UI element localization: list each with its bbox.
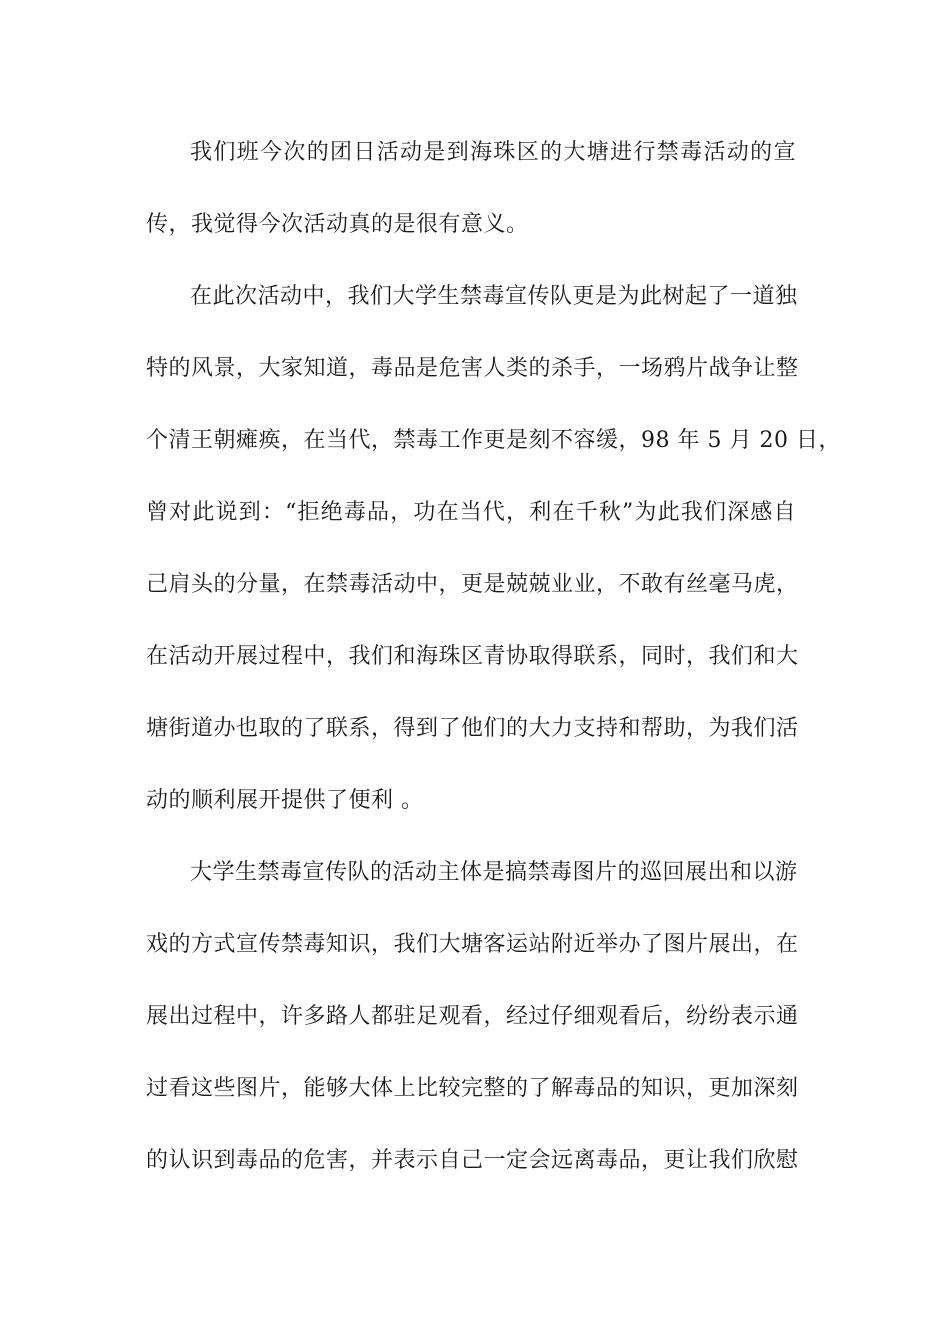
- paragraph-3-line-4: 过看这些图片，能够大体上比较完整的了解毒品的知识，更加深刻: [146, 1076, 799, 1101]
- paragraph-2-line-6: 在活动开展过程中，我们和海珠区青协取得联系，同时，我们和大: [146, 644, 799, 669]
- paragraph-3-line-2: 戏的方式宣传禁毒知识，我们大塘客运站附近举办了图片展出，在: [146, 932, 799, 957]
- paragraph-2-line-2: 特的风景，大家知道，毒品是危害人类的杀手，一场鸦片战争让整: [146, 356, 799, 381]
- paragraph-2-line-5: 己肩头的分量，在禁毒活动中，更是兢兢业业，不敢有丝毫马虎，: [146, 572, 799, 597]
- paragraph-2-line-4: 曾对此说到：“拒绝毒品，功在当代，利在千秋”为此我们深感自: [146, 500, 796, 525]
- paragraph-1-line-1: 我们班今次的团日活动是到海珠区的大塘进行禁毒活动的宣: [190, 140, 796, 165]
- paragraph-2-line-3: 个清王朝瘫痪，在当代，禁毒工作更是刻不容缓，98 年 5 月 20 日，: [146, 428, 841, 453]
- paragraph-2-line-7: 塘街道办也取的了联系，得到了他们的大力支持和帮助，为我们活: [146, 716, 799, 741]
- paragraph-2-line-1: 在此次活动中，我们大学生禁毒宣传队更是为此树起了一道独: [190, 284, 798, 309]
- paragraph-3-line-3: 展出过程中，许多路人都驻足观看，经过仔细观看后，纷纷表示通: [146, 1004, 799, 1029]
- paragraph-1-line-2: 传，我觉得今次活动真的是很有意义。: [146, 212, 529, 237]
- paragraph-3-line-5: 的认识到毒品的危害，并表示自己一定会远离毒品，更让我们欣慰: [146, 1148, 799, 1173]
- paragraph-3-line-1: 大学生禁毒宣传队的活动主体是搞禁毒图片的巡回展出和以游: [190, 860, 798, 885]
- paragraph-2-line-8: 动的顺利展开提供了便利 。: [146, 788, 424, 813]
